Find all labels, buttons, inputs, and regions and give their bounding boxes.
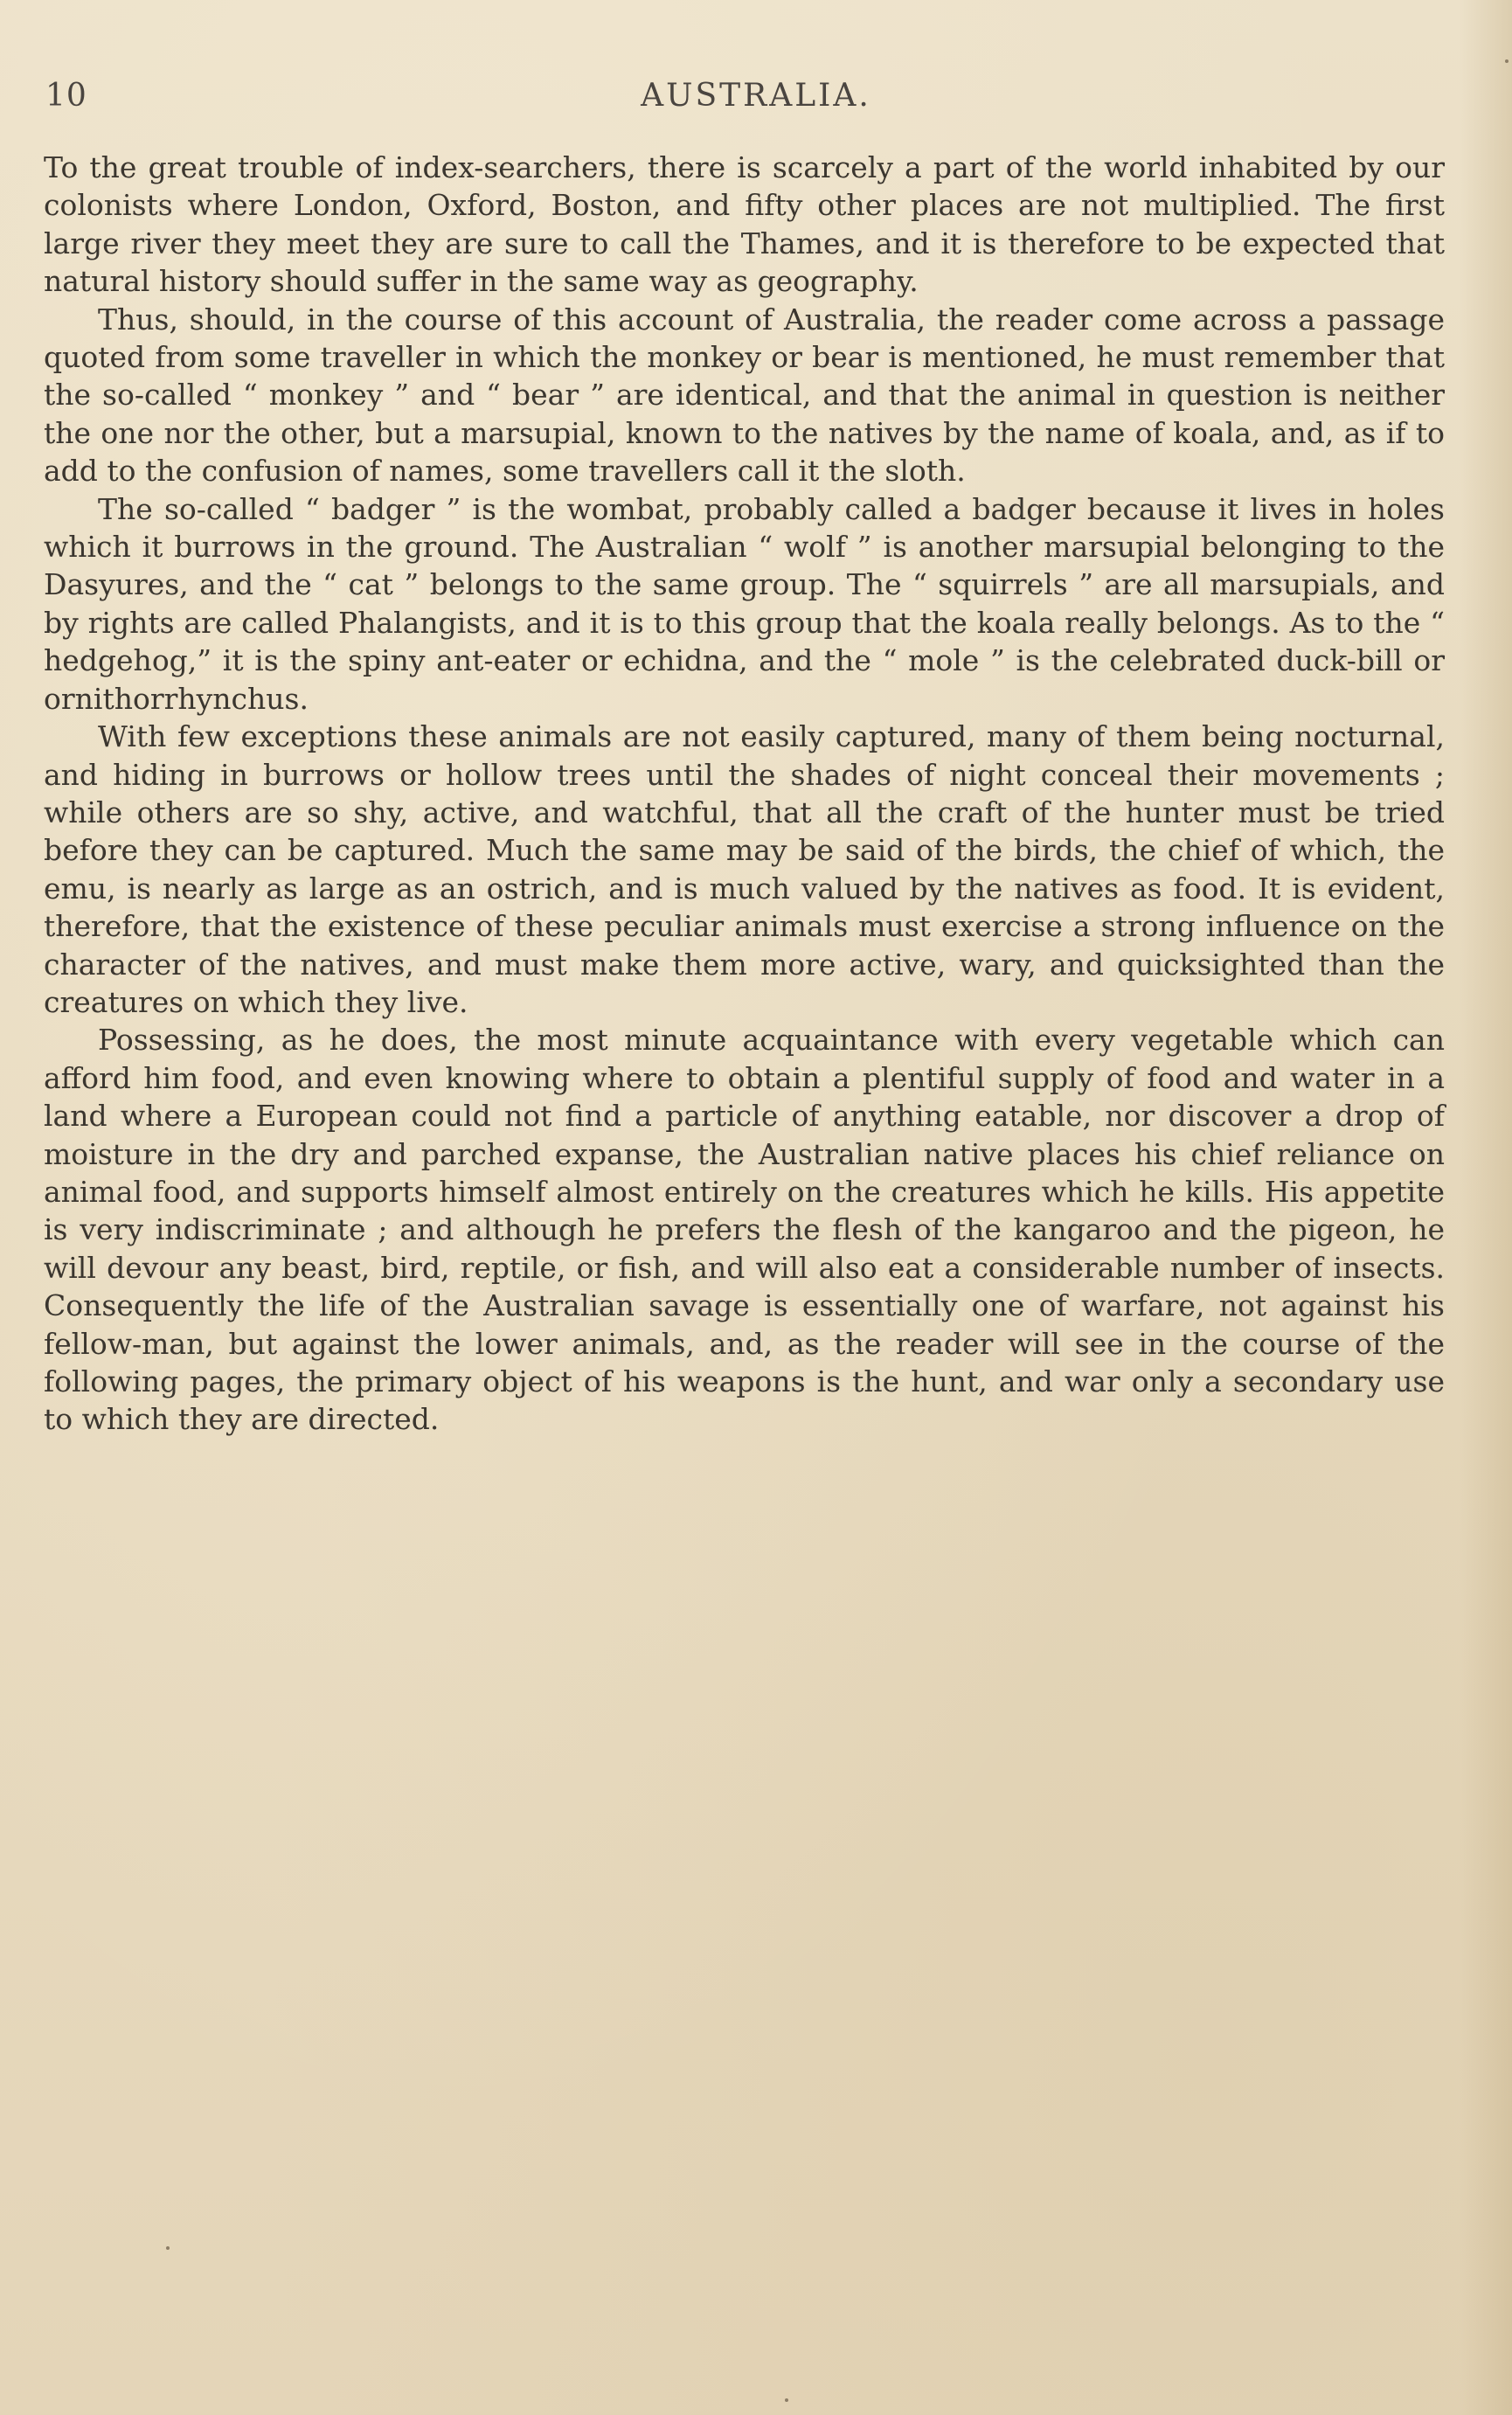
paragraph: With few exceptions these animals are not easily captured, many of them being nocturnal, and hiding in burrows or hollow trees until the shades of night conceal their movements ; while others are so shy, active, and watchful, that all the craft of the hunter must be tried before they can be captured. Much the same may be said of the birds, the chief of which, the emu, is nearly as large as an ostrich, and is much valued by the natives as food. It is evident, therefore, that the existence of these peculiar animals must exercise a strong influence on the character of the natives, and must make them more active, wary, and quicksighted than the creatures on which they live. [44,719,1445,1019]
paragraph: Possessing, as he does, the most minute acquaintance with every vegetable which can afford him food, and even knowing where to obtain a plentiful supply of food and water in a land where a European could not find a particle of anything eatable, nor discover a drop of moisture in the dry and parched expanse, the Australian native places his chief reliance on animal food, and supports himself almost entirely on the creatures which he kills. His appetite is very indiscriminate ; and although he prefers the flesh of the kangaroo and the pigeon, he will devour any beast, bird, reptile, or fish, and will also eat a considerable number of insects. Consequently the life of the Australian savage is essentially one of warfare, not against his fellow-man, but against the lower animals, and, as the reader will see in the course of the following pages, the primary object of his weapons is the hunt, and war only a secondary use to which they are directed. [44,1023,1445,1437]
paragraph: The so-called “ badger ” is the wombat, probably called a badger because it lives in holes which it burrows in the ground. The Australian “ wolf ” is another marsupial belonging to the Dasyures, and the “ cat ” belongs to the same group. The “ squirrels ” are all marsupials, and by rights are called Phalangists, and it is to this group that the koala really belongs. As to the “ hedgehog,” it is the spiny ant-eater or echidna, and the “ mole ” is the celebrated duck-bill or ornithorrhynchus. [44,491,1445,716]
paragraph: To the great trouble of index-searchers, there is scarcely a part of the world inhabited by our colonists where London, Oxford, Boston, and fifty other places are not multiplied. The first large river they meet they are sure to call the Thames, and it is therefore to be expected that natural history should suffer in the same way as geography. [44,150,1445,299]
paper-speck [166,2246,170,2250]
running-title: AUSTRALIA. [641,78,871,114]
paper-speck [785,2398,788,2402]
body-text [44,149,1445,1439]
paragraph: Thus, should, in the course of this account of Australia, the reader come across a passage quoted from some traveller in which the monkey or bear is mentioned, he must remember that the so-called “ monkey ” and “ bear ” are identical, and that the animal in question is neither the one nor the other, but a marsupial, known to the natives by the name of koala, and, as if to add to the confusion of names, some travellers call it the sloth. [44,302,1445,489]
paper-speck [1505,59,1509,63]
page-number: 10 [45,78,87,114]
page-edge-shading [1460,0,1512,2415]
